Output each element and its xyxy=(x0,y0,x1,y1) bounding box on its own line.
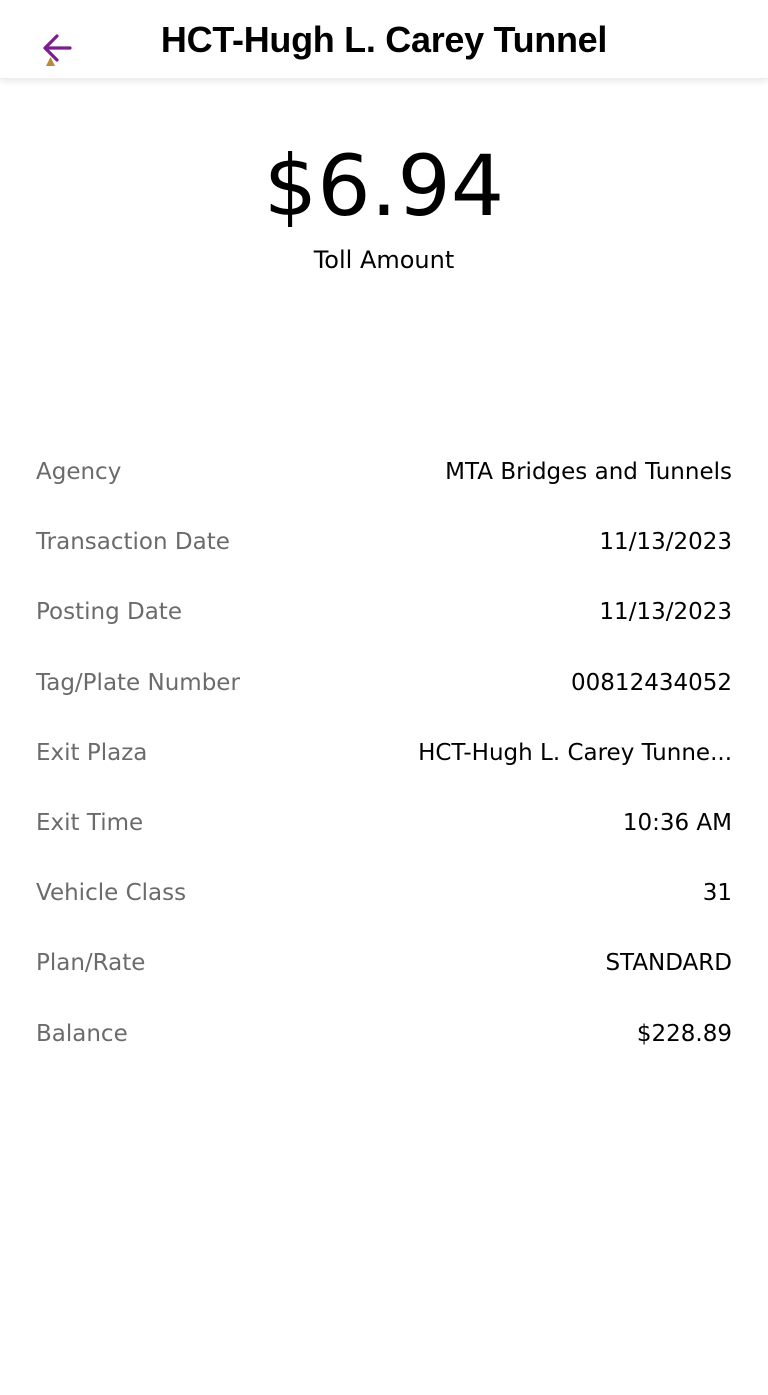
detail-value: HCT-Hugh L. Carey Tunne... xyxy=(418,739,732,766)
detail-value: 11/13/2023 xyxy=(599,529,732,556)
detail-value: 10:36 AM xyxy=(622,810,732,837)
detail-label: Transaction Date xyxy=(36,529,230,556)
detail-label: Balance xyxy=(36,1020,128,1047)
detail-label: Vehicle Class xyxy=(36,880,187,907)
detail-label: Exit Plaza xyxy=(36,739,148,766)
detail-value: STANDARD xyxy=(605,950,732,977)
detail-value: 00812434052 xyxy=(571,669,732,696)
detail-label: Posting Date xyxy=(36,599,182,626)
top-app-bar xyxy=(0,0,768,79)
detail-row-transaction-date xyxy=(36,507,732,577)
toll-amount-value: $6.94 xyxy=(263,137,505,235)
detail-row-exit-plaza xyxy=(36,718,732,788)
transaction-details-list xyxy=(36,437,732,1069)
detail-row-agency xyxy=(36,437,732,507)
detail-row-tag-plate-number xyxy=(36,648,732,718)
detail-value: MTA Bridges and Tunnels xyxy=(445,459,732,486)
detail-row-balance xyxy=(36,999,732,1069)
detail-row-posting-date xyxy=(36,577,732,647)
detail-label: Tag/Plate Number xyxy=(36,669,240,696)
detail-label: Plan/Rate xyxy=(36,950,146,977)
toll-amount-label: Toll Amount xyxy=(313,246,455,274)
page-title: HCT-Hugh L. Carey Tunnel xyxy=(160,19,608,60)
detail-value: $228.89 xyxy=(636,1020,732,1047)
detail-label: Exit Time xyxy=(36,810,144,837)
detail-value: 11/13/2023 xyxy=(599,599,732,626)
detail-row-plan-rate xyxy=(36,928,732,998)
detail-label: Agency xyxy=(36,459,122,486)
detail-row-exit-time xyxy=(36,788,732,858)
detail-row-vehicle-class xyxy=(36,858,732,928)
detail-value: 31 xyxy=(702,880,732,907)
